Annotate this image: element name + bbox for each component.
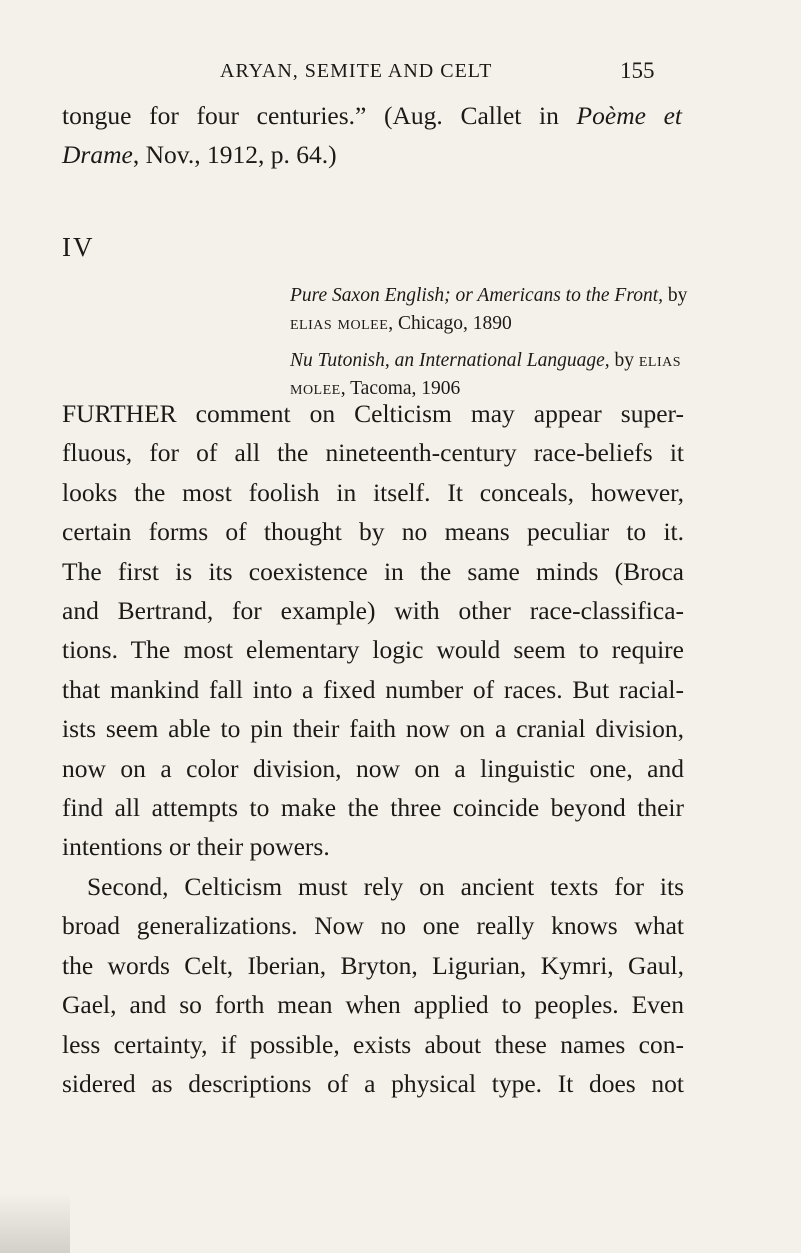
body-line: find all attempts to make the three coincide beyond their bbox=[62, 793, 684, 823]
continuation-line-1 bbox=[62, 96, 682, 135]
epigraph-entry-1 bbox=[290, 282, 690, 338]
body-line: sidered as descriptions of a physical type. It does not bbox=[62, 1068, 684, 1098]
epigraph-rest-1: , Chicago, 1890 bbox=[388, 313, 512, 334]
epigraph-author-1: elias molee bbox=[290, 313, 389, 334]
body-line: fluous, for of all the nineteenth-century race-beliefs it bbox=[62, 438, 684, 468]
continuation-italic-1: Poème et bbox=[576, 101, 682, 130]
continuation-text-2: , Nov., 1912, p. 64.) bbox=[132, 140, 337, 169]
body-line: the words Celt, Iberian, Bryton, Ligurian, Kymri, Gaul, bbox=[62, 950, 684, 980]
body-line: that mankind fall into a fixed number of races. But racial- bbox=[62, 674, 684, 704]
continuation-paragraph bbox=[62, 96, 682, 174]
epigraph bbox=[290, 282, 690, 412]
body-line: looks the most foolish in itself. It conceals, however, bbox=[62, 477, 684, 507]
body-line: certain forms of thought by no means peculiar to it. bbox=[62, 517, 684, 547]
body-line: tions. The most elementary logic would seem to require bbox=[62, 635, 684, 665]
body-line: Gael, and so forth mean when applied to peoples. Even bbox=[62, 990, 684, 1020]
body-line: broad generalizations. Now no one really knows what bbox=[62, 911, 684, 941]
running-head: ARYAN, SEMITE AND CELT bbox=[220, 60, 493, 82]
body-line: Second, Celticism must rely on ancient texts for its bbox=[87, 871, 684, 901]
body-text bbox=[62, 394, 684, 1103]
epigraph-title-2: Nu Tutonish, an International Language, bbox=[290, 350, 610, 371]
body-line: now on a color division, now on a linguistic one, and bbox=[62, 753, 684, 783]
body-line: FURTHER comment on Celticism may appear super- bbox=[62, 399, 684, 428]
epigraph-rest-2: , Tacoma, 1906 bbox=[340, 378, 461, 399]
body-line: The first is its coexistence in the same minds (Broca bbox=[62, 556, 684, 586]
epigraph-title-1: Pure Saxon English; or Americans to the Front, bbox=[290, 285, 663, 306]
body-line: intentions or their powers. bbox=[62, 832, 330, 862]
page-header bbox=[0, 58, 801, 88]
page-number: 155 bbox=[620, 58, 655, 83]
section-number: IV bbox=[62, 232, 95, 262]
continuation-line-2 bbox=[62, 135, 682, 174]
body-line: and Bertrand, for example) with other race-classifica- bbox=[62, 596, 684, 626]
continuation-italic-2: Drame bbox=[62, 140, 133, 169]
continuation-text-1: tongue for four centuries.” (Aug. Callet in bbox=[62, 101, 577, 130]
epigraph-by-2: by bbox=[609, 350, 639, 371]
body-line: less certainty, if possible, exists about these names con- bbox=[62, 1029, 684, 1059]
body-line: ists seem able to pin their faith now on a cranial division, bbox=[62, 714, 684, 744]
epigraph-author-2: elias molee bbox=[290, 350, 682, 399]
page-edge-shadow bbox=[0, 1193, 70, 1253]
epigraph-by-1: by bbox=[663, 285, 688, 306]
